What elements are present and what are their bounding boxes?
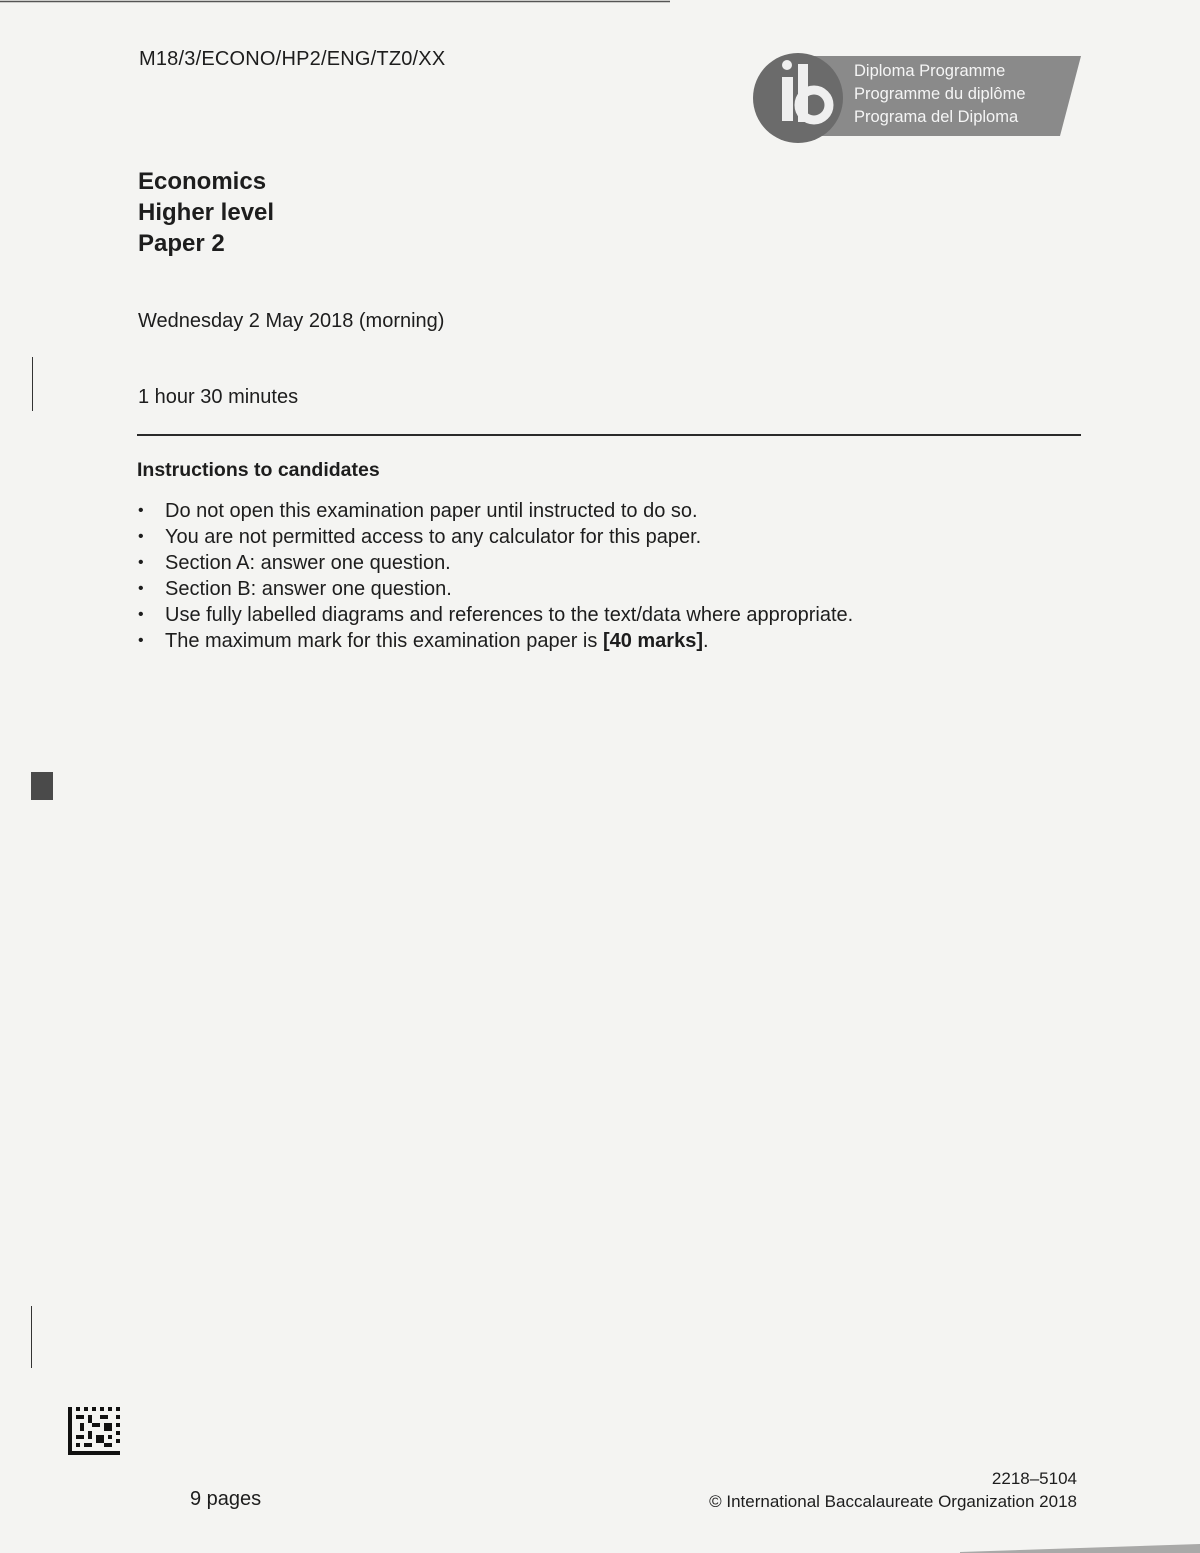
scan-edge-line <box>0 0 1200 3</box>
logo-text-fr: Programme du diplôme <box>854 85 1026 103</box>
instruction-item <box>137 628 853 654</box>
level-title: Higher level <box>138 199 275 226</box>
exam-date: Wednesday 2 May 2018 (morning) <box>138 310 445 332</box>
instruction-text: The maximum mark for this examination paper is <box>165 630 603 652</box>
instructions-list <box>137 498 853 654</box>
copyright-notice: © International Baccalaureate Organization 2018 <box>709 1492 1077 1511</box>
exam-duration: 1 hour 30 minutes <box>138 386 299 408</box>
registration-mark <box>31 772 53 800</box>
scan-margin-line <box>31 1306 32 1368</box>
scan-edge-smudge <box>960 1540 1200 1553</box>
instruction-item: • You are not permitted access to any calculator for this paper. <box>137 524 853 550</box>
instruction-item: • Use fully labelled diagrams and references to the text/data where appropriate. <box>137 602 853 628</box>
instructions-heading: Instructions to candidates <box>137 459 380 481</box>
divider <box>137 434 1081 436</box>
datamatrix-code <box>68 1406 120 1456</box>
paper-title: Paper 2 <box>138 230 225 257</box>
paper-code: M18/3/ECONO/HP2/ENG/TZ0/XX <box>139 48 446 70</box>
logo-text-es: Programa del Diploma <box>854 108 1019 126</box>
instruction-item: • Section B: answer one question. <box>137 576 853 602</box>
max-marks: [40 marks] <box>602 630 703 652</box>
instruction-suffix: . <box>703 630 709 652</box>
scan-margin-line <box>32 357 33 411</box>
instruction-item: • Section A: answer one question. <box>137 550 853 576</box>
subject-title: Economics <box>138 168 267 195</box>
ib-logo <box>752 52 1082 144</box>
logo-text-en: Diploma Programme <box>854 62 1006 80</box>
document-code: 2218–5104 <box>991 1469 1077 1488</box>
page-count: 9 pages <box>190 1488 262 1510</box>
exam-title <box>138 166 274 259</box>
instruction-item: • Do not open this examination paper until instructed to do so. <box>137 498 853 524</box>
